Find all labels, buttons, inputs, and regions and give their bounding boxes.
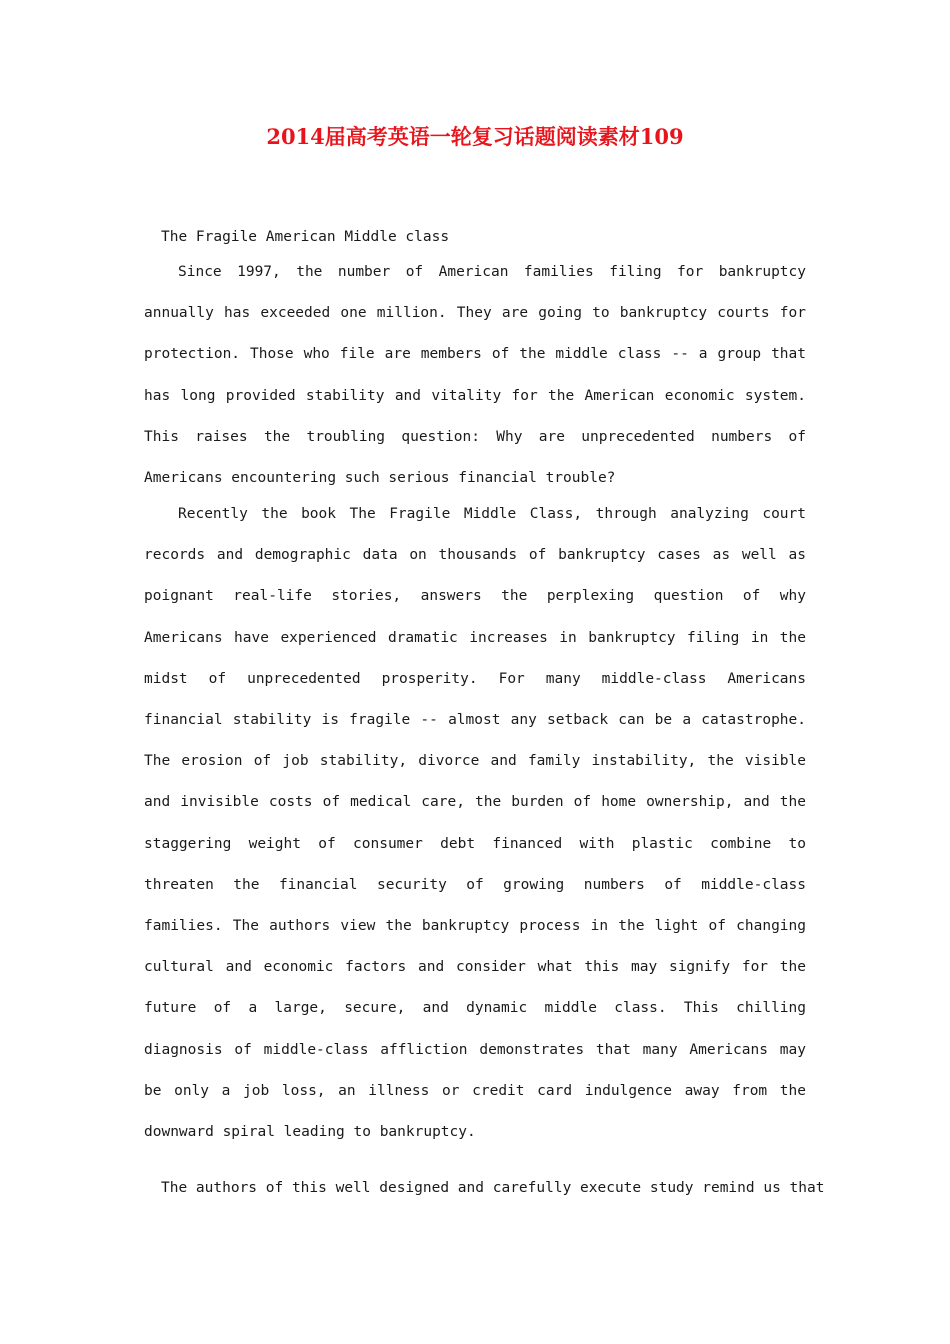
paragraph-1: Since 1997, the number of American families filing for bankruptcy annually has exceeded one million. They are going to bankruptcy courts for protection. Those who file are members of the middle class -- a group that has long provided stability and vitality for the American economic system. This raises the troubling question: Why are unprecedented numbers of Americans encountering such serious financial trouble? — [144, 264, 806, 487]
paragraph-3: The authors of this well designed and carefully execute study remind us that — [161, 1180, 825, 1196]
document-title: 2014届高考英语一轮复习话题阅读素材109 — [266, 124, 684, 149]
article-heading: The Fragile American Middle class — [161, 229, 450, 245]
paragraph-2: Recently the book The Fragile Middle Class, through analyzing court records and demographic data on thousands of bankruptcy cases as well as poignant real-life stories, answers the perplexing question of why Americans have experienced dramatic increases in bankruptcy filing in the midst of unprecedented prosperity. For many middle-class Americans financial stability is fragile -- almost any setback can be a catastrophe. The erosion of job stability, divorce and family instability, the visible and invisible costs of medical care, the burden of home ownership, and the staggering weight of consumer debt financed with plastic combine to threaten the financial security of growing numbers of middle-class families. The authors view the bankruptcy process in the light of changing cultural and economic factors and consider what this may signify for the future of a large, secure, and dynamic middle class. This chilling diagnosis of middle-class affliction demonstrates that many Americans may be only a job loss, an illness or credit card indulgence away from the downward spiral leading to bankruptcy. — [144, 506, 806, 1141]
